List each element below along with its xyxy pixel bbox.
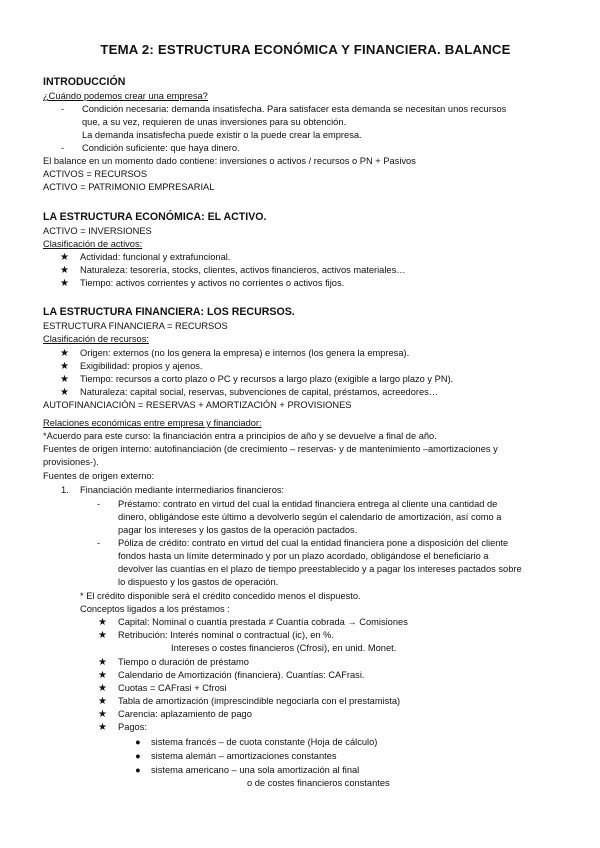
- list-item: ★ Actividad: funcional y extrafuncional.: [60, 252, 231, 263]
- list-item: ★ Naturaleza: tesorería, stocks, clientes, activos financieros, activos materiales…: [60, 265, 406, 276]
- bullet-icon: ●: [135, 737, 141, 747]
- intro-eq2: ACTIVO = PATRIMONIO EMPRESARIAL: [43, 182, 215, 192]
- star-icon: ★: [98, 709, 107, 720]
- relaciones-heading: Relaciones económicas entre empresa y financiador:: [43, 418, 262, 428]
- dash-marker: -: [61, 104, 65, 114]
- intro-balance: El balance en un momento dado contiene: inversiones o activos / recursos o PN + Pasivos: [43, 156, 416, 166]
- fuentes-externo: Fuentes de origen externo:: [43, 471, 155, 481]
- intro-item1-line1: Condición necesaria: demanda insatisfecha. Para satisfacer esta demanda se necesitan unos recursos: [82, 104, 507, 114]
- relaciones-acuerdo: *Acuerdo para este curso: la financiación entra a principios de año y se devuelve a final de año.: [43, 431, 437, 441]
- fuentes-interno-line2: provisiones-).: [43, 457, 99, 467]
- star-icon: ★: [60, 252, 69, 263]
- intro-item1-line3: La demanda insatisfecha puede existir o la puede crear la empresa.: [82, 130, 362, 140]
- bullet-icon: ●: [135, 751, 141, 761]
- list-item: ● sistema americano – una sola amortización al final: [135, 765, 360, 775]
- section-heading-introduccion: INTRODUCCIÓN: [43, 76, 126, 88]
- list-number: 1.: [61, 485, 69, 495]
- list-item: ★ Calendario de Amortización (financiera). Cuantías: CAFrasi.: [98, 670, 365, 681]
- dash-marker: -: [97, 499, 101, 509]
- list-item: ★ Pagos:: [98, 722, 147, 733]
- intro-item2: Condición suficiente: que haya dinero.: [82, 143, 240, 153]
- list-item: ★ Tabla de amortización (imprescindible negociarla con el prestamista): [98, 696, 401, 707]
- list-item: ★ Tiempo: recursos a corto plazo o PC y recursos a largo plazo (exigible a largo plazo y PN).: [60, 374, 454, 385]
- section-heading-activo: LA ESTRUCTURA ECONÓMICA: EL ACTIVO.: [43, 211, 267, 223]
- star-icon: ★: [98, 617, 107, 628]
- list-item: ★ Cuotas = CAFrasi + Cfrosi: [98, 683, 227, 694]
- list-item: ★ Tiempo: activos corrientes y activos no corrientes o activos fijos.: [60, 278, 345, 289]
- sistema-americano-line2: o de costes financieros constantes: [247, 778, 390, 788]
- star-icon: ★: [60, 374, 69, 385]
- star-icon: ★: [98, 630, 107, 641]
- star-icon: ★: [60, 278, 69, 289]
- intro-question: ¿Cuándo podemos crear una empresa?: [43, 91, 208, 101]
- list-item: ★ Capital: Nominal o cuantía prestada ≠ Cuantía cobrada → Comisiones: [98, 617, 408, 628]
- dash-marker: -: [61, 143, 65, 153]
- recursos-eq: ESTRUCTURA FINANCIERA = RECURSOS: [43, 321, 228, 331]
- list-item: ★ Retribución: Interés nominal o contractual (ic), en %.: [98, 630, 334, 641]
- poliza-line1: Póliza de crédito: contrato en virtud del cual la entidad financiera pone a disposición del cliente: [118, 538, 509, 548]
- fuentes-interno-line1: Fuentes de origen interno: autofinanciación (de crecimiento – reservas- y de mantenimiento –amortizaciones y: [43, 444, 498, 454]
- section-heading-recursos: LA ESTRUCTURA FINANCIERA: LOS RECURSOS.: [43, 306, 295, 318]
- document-title: TEMA 2: ESTRUCTURA ECONÓMICA Y FINANCIERA. BALANCE: [100, 42, 511, 57]
- financiacion-intermediarios: Financiación mediante intermediarios financieros:: [80, 485, 285, 495]
- star-icon: ★: [98, 696, 107, 707]
- poliza-line3: devolver las cuantías en el plazo de tiempo preestablecido y a pagar los intereses pactados sobre: [118, 564, 522, 574]
- star-icon: ★: [98, 670, 107, 681]
- recursos-clasificacion: Clasificación de recursos:: [43, 334, 149, 344]
- activo-eq: ACTIVO = INVERSIONES: [43, 226, 152, 236]
- poliza-line2: fondos hasta un límite determinado y por un plazo acordado, obligándose el beneficiario a: [118, 551, 489, 561]
- star-icon: ★: [60, 361, 69, 372]
- conceptos-heading: Conceptos ligados a los préstamos :: [80, 604, 230, 614]
- recursos-autofinanciacion: AUTOFINANCIACIÓN = RESERVAS + AMORTIZACIÓN + PROVISIONES: [43, 400, 352, 410]
- prestamo-line1: Préstamo: contrato en virtud del cual la entidad financiera entrega al cliente una cantidad de: [118, 499, 498, 509]
- list-item: ★ Exigibilidad: propios y ajenos.: [60, 361, 203, 372]
- prestamo-line2: dinero, obligándose este último a devolverlo según el calendario de amortización, así como a: [118, 512, 502, 522]
- star-icon: ★: [60, 387, 69, 398]
- activo-clasificacion: Clasificación de activos:: [43, 239, 143, 249]
- list-item: ● sistema alemán – amortizaciones constantes: [135, 751, 337, 761]
- list-item: ● sistema francés – de cuota constante (Hoja de cálculo): [135, 737, 378, 747]
- intro-eq1: ACTIVOS = RECURSOS: [43, 169, 148, 179]
- bullet-icon: ●: [135, 765, 141, 775]
- star-icon: ★: [98, 657, 107, 668]
- list-item: ★ Tiempo o duración de préstamo: [98, 657, 249, 668]
- star-icon: ★: [98, 683, 107, 694]
- list-item: ★ Origen: externos (no los genera la empresa) e internos (los genera la empresa).: [60, 348, 410, 359]
- star-icon: ★: [60, 348, 69, 359]
- poliza-line4: lo dispuesto y los gastos de operación.: [118, 577, 279, 587]
- retribucion-line2: Intereses o costes financieros (Cfrosi), en unid. Monet.: [171, 643, 397, 653]
- dash-marker: -: [97, 538, 101, 548]
- list-item: ★ Carencia: aplazamiento de pago: [98, 709, 252, 720]
- credito-nota: * El crédito disponible será el crédito concedido menos el dispuesto.: [80, 591, 361, 601]
- prestamo-line3: pagar los intereses y los gastos de la operación pactados.: [118, 525, 358, 535]
- star-icon: ★: [60, 265, 69, 276]
- star-icon: ★: [98, 722, 107, 733]
- list-item: ★ Naturaleza: capital social, reservas, subvenciones de capital, préstamos, acreedores…: [60, 387, 439, 398]
- intro-item1-line2: que, a su vez, requieren de unas inversiones para su obtención.: [82, 117, 347, 127]
